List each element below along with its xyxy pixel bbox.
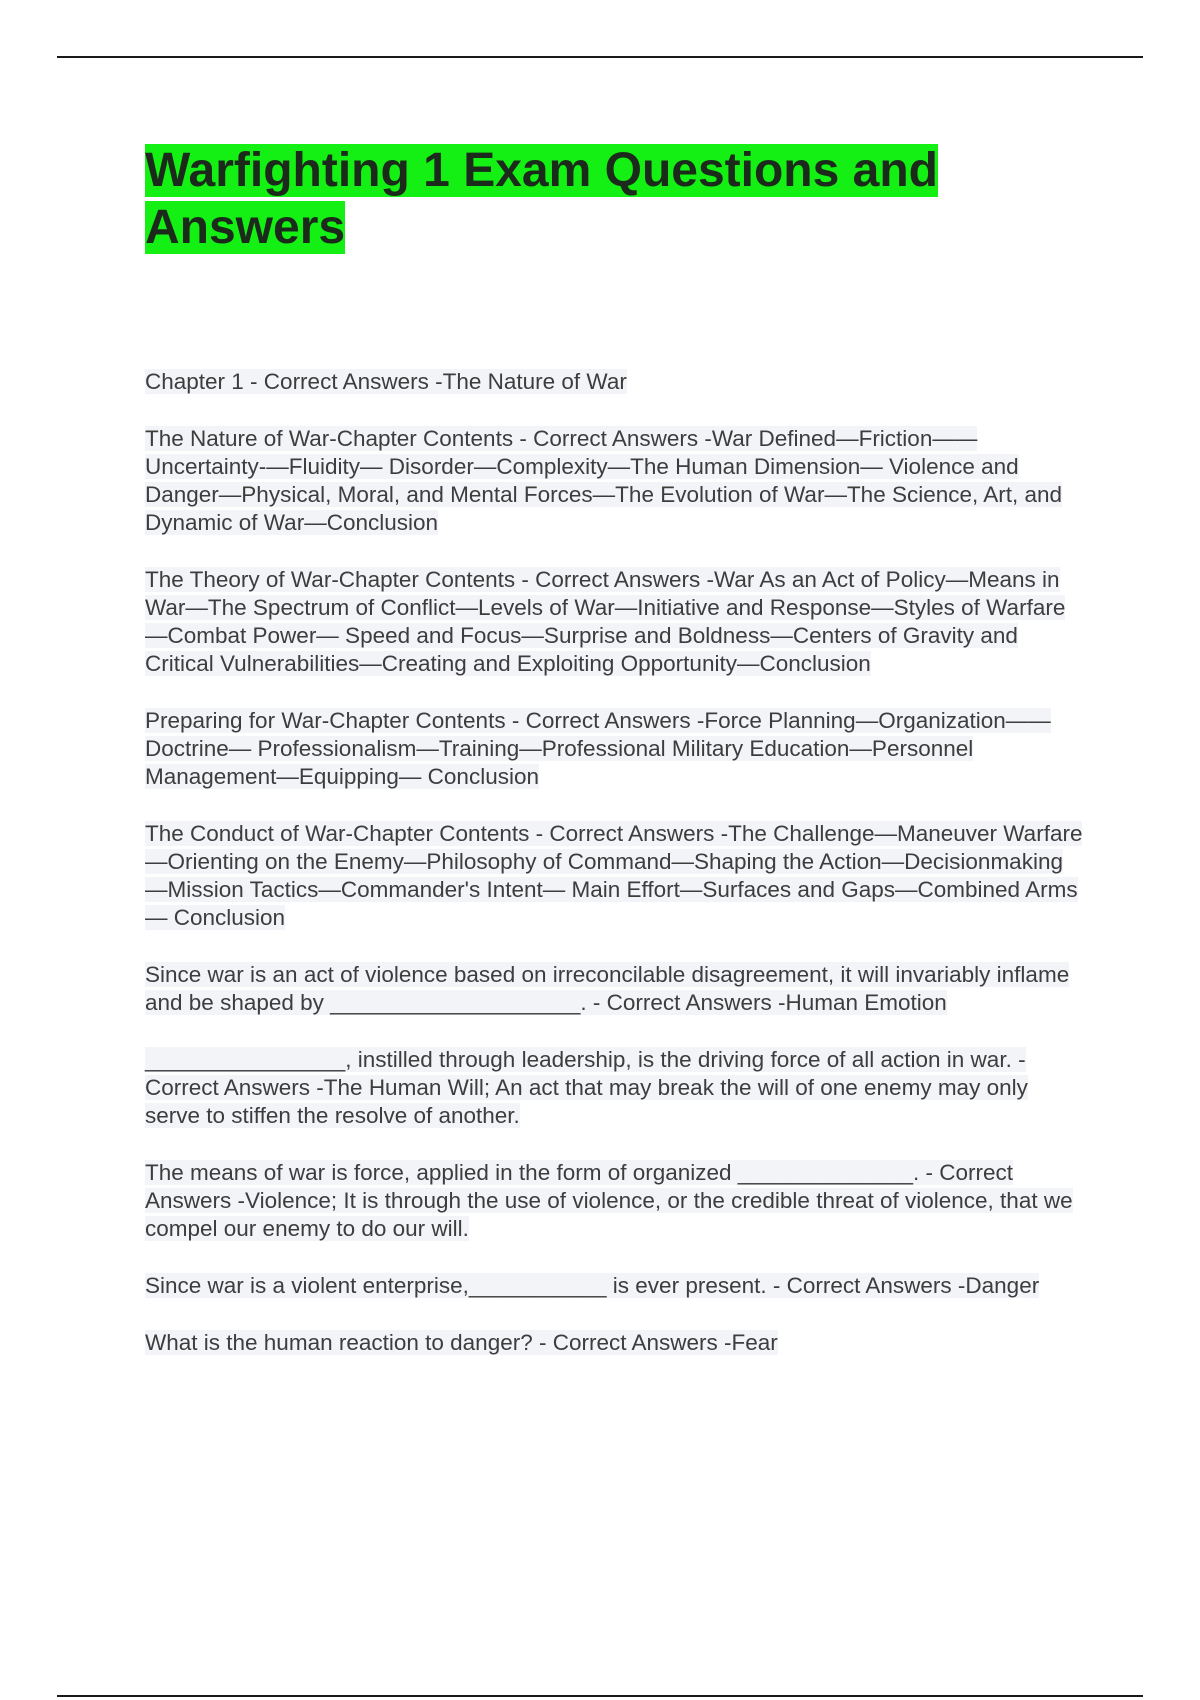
bottom-rule (57, 1695, 1143, 1697)
qa-text: Since war is a violent enterprise,___________ is ever present. - Correct Answers -Danger (145, 1273, 1040, 1298)
qa-paragraph (145, 1159, 1085, 1243)
qa-paragraph (145, 368, 1085, 396)
qa-text: Chapter 1 - Correct Answers -The Nature of War (145, 369, 627, 394)
qa-paragraph (145, 1046, 1085, 1130)
qa-paragraph (145, 1329, 1085, 1357)
title-highlight: Warfighting 1 Exam Questions and Answers (145, 144, 938, 254)
qa-text: Since war is an act of violence based on irreconcilable disagreement, it will invariably inflame and be shaped by ____________________. - Correct Answers -Human Emotion (145, 962, 1070, 1015)
qa-paragraph (145, 566, 1085, 678)
qa-text: What is the human reaction to danger? - Correct Answers -Fear (145, 1330, 778, 1355)
qa-paragraph (145, 707, 1085, 791)
qa-text: ________________, instilled through leadership, is the driving force of all action in war. - Correct Answers -The Human Will; An act that may break the will of one enemy may only serve to stiffen the resolve of another. (145, 1047, 1028, 1128)
top-rule (57, 56, 1143, 58)
qa-text: The Conduct of War-Chapter Contents - Correct Answers -The Challenge—Maneuver Warfare—Orienting on the Enemy—Philosophy of Command—Shaping the Action—Decisionmaking—Mission Tactics—Commander's Intent— Main Effort—Surfaces and Gaps—Combined Arms— Conclusion (145, 821, 1083, 930)
document-title (145, 142, 1045, 256)
qa-paragraph (145, 820, 1085, 932)
qa-text: The Nature of War-Chapter Contents - Correct Answers -War Defined—Friction——Uncertainty-—Fluidity— Disorder—Complexity—The Human Dimension— Violence and Danger—Physical, Moral, and Mental Forces—The Evolution of War—The Science, Art, and Dynamic of War—Conclusion (145, 426, 1063, 535)
qa-paragraph (145, 961, 1085, 1017)
qa-text: The means of war is force, applied in the form of organized ______________. - Correct Answers -Violence; It is through the use of violence, or the credible threat of violence, that we compel our enemy to do our will. (145, 1160, 1073, 1241)
qa-text: Preparing for War-Chapter Contents - Correct Answers -Force Planning—Organization——Doctrine— Professionalism—Training—Professional Military Education—Personnel Management—Equipping— Conclusion (145, 708, 1051, 789)
qa-paragraph (145, 425, 1085, 537)
document-body (145, 368, 1085, 1386)
qa-text: The Theory of War-Chapter Contents - Correct Answers -War As an Act of Policy—Means in War—The Spectrum of Conflict—Levels of War—Initiative and Response—Styles of Warfare—Combat Power— Speed and Focus—Surprise and Boldness—Centers of Gravity and Critical Vulnerabilities—Creating and Exploiting Opportunity—Conclusion (145, 567, 1066, 676)
qa-paragraph (145, 1272, 1085, 1300)
